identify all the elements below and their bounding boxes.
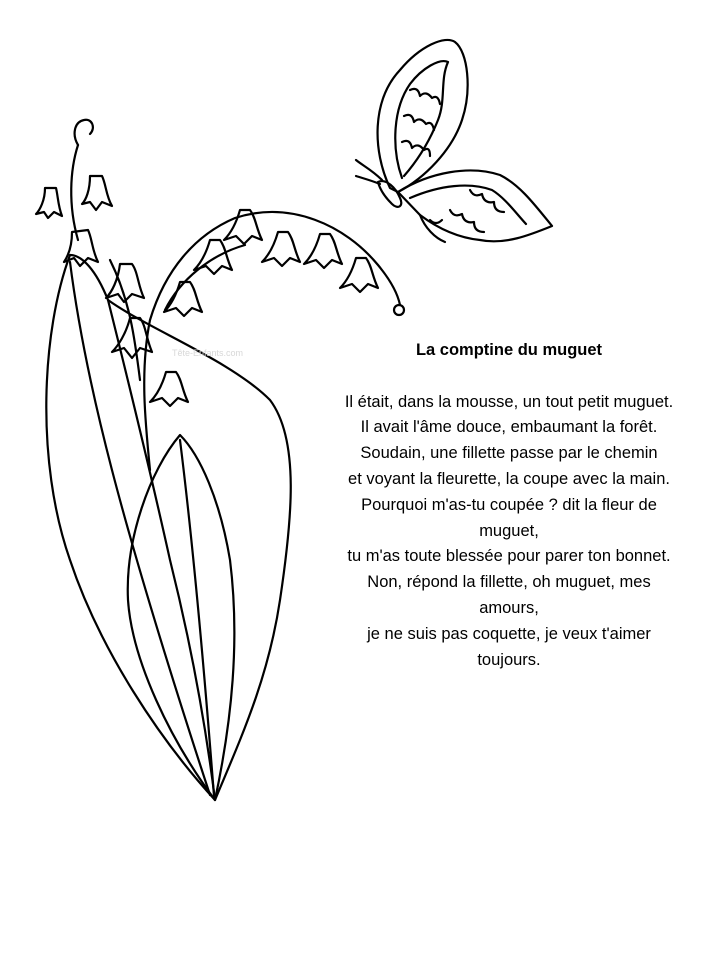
poem-line: Soudain, une fillette passe par le chemin xyxy=(360,444,658,463)
poem-line: Pourquoi m'as-tu coupée ? dit la fleur de muguet, xyxy=(361,495,657,540)
flower-bells xyxy=(36,176,378,406)
poem-line: tu m'as toute blessée pour parer ton bonnet. xyxy=(347,547,671,566)
butterfly-drawing xyxy=(356,40,552,242)
poem-line: Il avait l'âme douce, embaumant la forêt. xyxy=(360,418,658,437)
poem-line: Non, répond la fillette, oh muguet, mes amours, xyxy=(367,573,651,617)
watermark-text: Tête-Enfants.com xyxy=(172,348,244,358)
poem-line: je ne suis pas coquette, je veux t'aimer toujours. xyxy=(367,624,651,669)
poem-title: La comptine du muguet xyxy=(415,341,603,359)
poem-block xyxy=(338,338,680,673)
poem-line: et voyant la fleurette, la coupe avec la main. xyxy=(348,469,670,488)
poem-line: Il était, dans la mousse, un tout petit muguet. xyxy=(344,392,674,411)
